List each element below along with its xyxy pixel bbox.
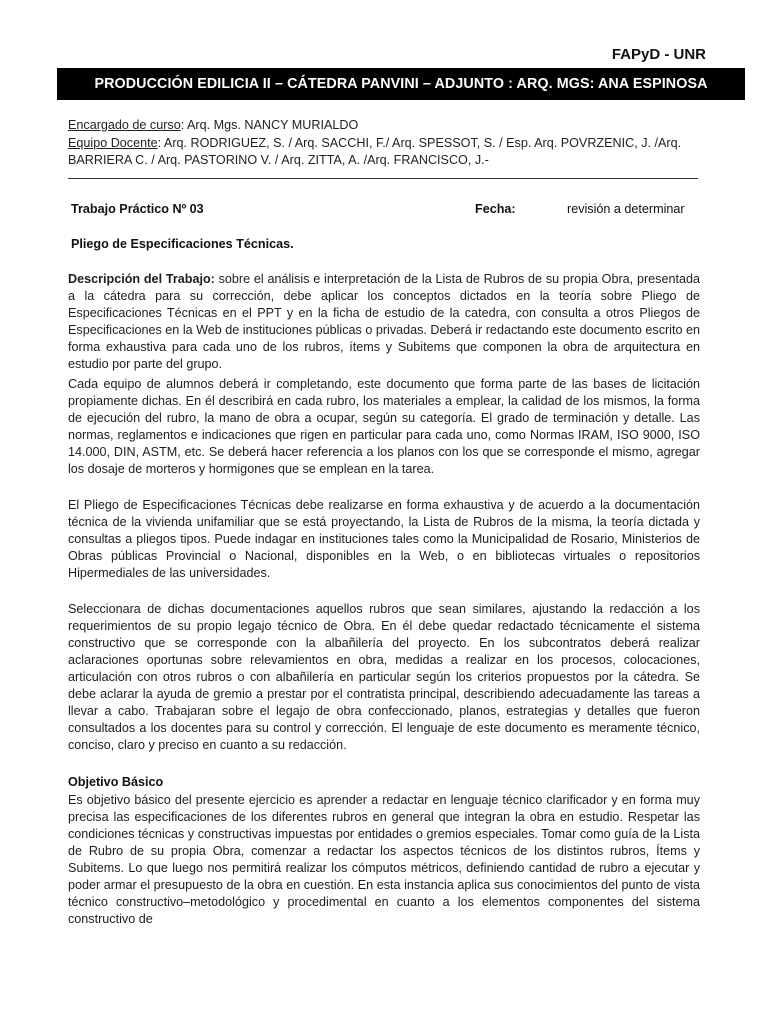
paragraph-text: sobre el análisis e interpretación de la Lista de Rubros de su propia Obra, presentada a la cátedra para su corrección, debe aplicar los conceptos dictados en la teoría sobre Pliego de Especificaciones Técnicas en el PPT y en la ficha de estudio de la catedra, con consulta a otros Pliegos de Especificaciones en la Web de instituciones públicas o privadas. Deberá ir redactando este documento escrito en forma exhaustiva para cada uno de los rubros, ítems y Subitems que componen la obra de arquitectura en estudio por parte del grupo.	[68, 272, 700, 371]
fecha-label: Fecha:	[475, 202, 516, 216]
staff-block	[68, 117, 700, 170]
equipo-value: : Arq. RODRIGUEZ, S. / Arq. SACCHI, F./ Arq. SPESSOT, S. / Esp. Arq. POVRZENIC, J. /Arq. BARRIERA C. / Arq. PASTORINO V. / Arq. ZITTA, A. /Arq. FRANCISCO, J.-	[68, 135, 682, 167]
paragraph-objetivo: Es objetivo básico del presente ejercicio es aprender a redactar en lenguaje técnico clarificador y en forma muy precisa las especificaciones de los diferentes rubros en general que integran la obra en estudio. Respetar las condiciones técnicas y constructivas impuestas por entidades o gremios especiales. Tomar como guía de la Lista de Rubro de su propia Obra, comenzar a redactar los aspectos técnicos de los distintos rubros, Ítems y Subitems. Lo que luego nos permitirá realizar los cómputos métricos, definiendo cantidad de rubro a ejecutar y poder armar el presupuesto de la obra en cuestión. En esta instancia aplica sus conocimientos del punto de vista técnico constructivo–metodológico y procedimental en cuanto a los elementos componentes del sistema constructivo de	[68, 793, 700, 926]
equipo-label: Equipo Docente	[68, 135, 158, 150]
institution-label: FAPyD - UNR	[611, 46, 706, 63]
course-banner: PRODUCCIÓN EDILICIA II – CÁTEDRA PANVINI – ADJUNTO : ARQ. MGS: ANA ESPINOSA	[57, 68, 745, 100]
paragraph-lead: Descripción del Trabajo:	[68, 272, 215, 286]
equipo-line	[68, 135, 700, 170]
paragraph-seleccion: Seleccionara de dichas documentaciones aquellos rubros que sean similares, ajustando la redacción a los requerimientos de su propio legajo técnico de Obra. En él debe quedar redactado técnicamente el sistema constructivo que se corresponde con la albañilería del proyecto. En los subcontratos deberá realizar aclaraciones oportunas sobre relevamientos en obra, medidas a realizar en los procesos, colocaciones, articulación con otros rubros o con albañilería en particular según los criterios propuestos por la cátedra. Se debe aclarar la ayuda de gremio a prestar por el contratista principal, describiendo adecuadamente las tareas a llevar a cabo. Trabajaran sobre el legajo de obra confeccionado, planos, estrategias y detalles que fueron consultados a los docentes para su control y corrección. El lenguaje de este documento es meramente técnico, conciso, claro y preciso en cuanto a su redacción.	[68, 602, 700, 752]
encargado-value: : Arq. Mgs. NANCY MURIALDO	[180, 118, 359, 132]
assignment-number: Trabajo Práctico Nº 03	[71, 202, 204, 216]
encargado-line	[68, 117, 700, 135]
encargado-label: Encargado de curso	[68, 118, 181, 132]
paragraph-pliego: El Pliego de Especificaciones Técnicas debe realizarse en forma exhaustiva y de acuerdo a la documentación técnica de la vivienda unifamiliar que se está proyectando, la Lista de Rubros de la misma, la teoría dictada y consultas a pliegos tipos. Puede indagar en instituciones tales como la Municipalidad de Rosario, Ministerios de Obras públicas Provincial o Nacional, disponibles en la Web, o en bibliotecas virtuales o repositorios Hipermediales de las universidades.	[68, 498, 700, 580]
paragraph-descripcion	[68, 271, 700, 373]
fecha-value: revisión a determinar	[567, 202, 685, 216]
document-title: Pliego de Especificaciones Técnicas.	[71, 237, 294, 251]
paragraph-equipo: Cada equipo de alumnos deberá ir completando, este documento que forma parte de las bases de licitación propiamente dichas. En él describirá en cada rubro, los materiales a emplear, la calidad de los mismos, la forma de ejecución del rubro, la mano de obra a ocupar, según su categoría. El grado de terminación y detalle. Las normas, reglamentos e indicaciones que rigen en particular para cada uno, como Normas IRAM, ISO 9000, ISO 14.000, DIN, ASTM, etc. Se deberá hacer referencia a los planos con los que se corresponde el mismo, agregar los dosaje de morteros y hormigones que se emplean en la tarea.	[68, 377, 700, 476]
objetivo-heading: Objetivo Básico	[68, 775, 164, 789]
divider-line	[68, 178, 698, 179]
